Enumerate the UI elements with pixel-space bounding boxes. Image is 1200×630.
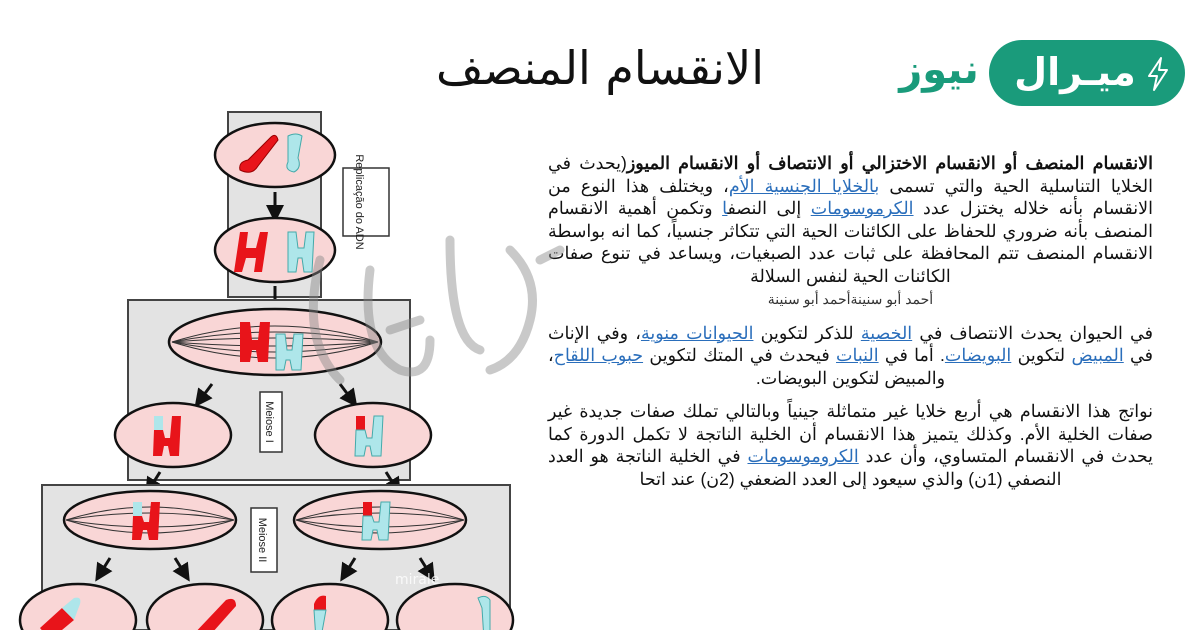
site-logo[interactable] <box>893 38 1187 108</box>
meiosis2-label <box>251 508 277 572</box>
text: ، والمبيض لتكوين البويضات. <box>548 345 946 388</box>
link-plant[interactable]: النبات <box>836 345 879 365</box>
link-sperm[interactable]: الحيوانات منوية <box>640 322 754 343</box>
text: إلى النصف <box>727 198 811 218</box>
text: (يحدث في الخلايا التناسلية الحية والتي تسمى <box>548 153 1153 196</box>
text: لتكوين <box>1011 345 1072 365</box>
text: وتكمن أهمية الانقسام المنصف بأنه ضروري للحفاظ على الكائنات الحية التي تتكاثر جنسياً، كما انه بواسطة الانقسام المنصف تتم المحافظة على ثبات عدد الصبغيات، ويساعد في تنوع صفات الكائنات الحية لنفس السلالة <box>548 198 1153 286</box>
link-chromosomes-2[interactable]: الكروموسومات <box>747 446 859 466</box>
paragraph-products <box>548 400 1153 490</box>
article-body <box>548 152 1153 501</box>
link-mother-sex-cells[interactable]: بالخلايا الجنسية الأم <box>728 175 880 196</box>
link-pollen[interactable]: حبوب اللقاح <box>553 345 644 365</box>
text: في الحيوان يحدث الانتصاف في <box>912 322 1154 343</box>
paragraph-definition <box>548 152 1153 311</box>
text: فيحدث في المتك لتكوين <box>643 345 837 365</box>
replication-label <box>343 154 389 249</box>
logo-pill-text: ميـرال <box>1014 50 1136 94</box>
paragraph-location <box>548 322 1153 390</box>
logo-word: نيوز <box>899 47 979 93</box>
svg-text:Meiose II: Meiose II <box>256 517 268 563</box>
link-fragment[interactable]: ا <box>722 198 728 218</box>
svg-text:Meiose I: Meiose I <box>263 401 275 443</box>
lightning-bolt-icon <box>1145 56 1171 92</box>
text: نواتج هذا الانقسام هي أربع خلايا غير متماثلة جينياً وبالتالي تملك صفات جديدة غير صفات الخلية الأم. وكذلك يتميز هذا الانقسام أن الخلية الناتجة لا تكمل الدورة كما يحدث في الانقسام المتساوي، وأن عدد <box>548 401 1153 466</box>
text: ، ويختلف هذا النوع من الانقسام بأنه خلاله يختزل عدد <box>548 175 1153 218</box>
meiosis1-label <box>260 392 282 452</box>
logo-pill <box>989 40 1185 106</box>
text: في الخلية الناتجة هو العدد النصفي (1ن) والذي سيعود إلى العدد الضعفي (2ن) عند اتحا <box>548 446 1062 489</box>
link-ovary[interactable]: المبيض <box>1071 345 1124 365</box>
telegram-watermark: mirale <box>395 572 440 588</box>
link-testis[interactable]: الخصية <box>860 322 913 343</box>
definition-bold: الانقسام المنصف أو الانقسام الاختزالي أو الانتصاف أو الانقسام الميوز <box>626 153 1154 173</box>
author-credit: أحمد أبو سنينةأحمد أبو سنينة <box>767 291 934 307</box>
page-title: الانقسام المنصف <box>435 41 765 95</box>
link-eggs[interactable]: البويضات <box>944 345 1012 365</box>
link-chromosomes[interactable]: الكرموسومات <box>810 198 914 218</box>
text: ، وفي الإناث في <box>548 322 1154 365</box>
meiosis-diagram <box>0 110 540 630</box>
text: . أما في <box>878 345 945 365</box>
text: للذكر لتكوين <box>753 322 861 343</box>
svg-text:Replicação do ADN: Replicação do ADN <box>353 154 365 250</box>
